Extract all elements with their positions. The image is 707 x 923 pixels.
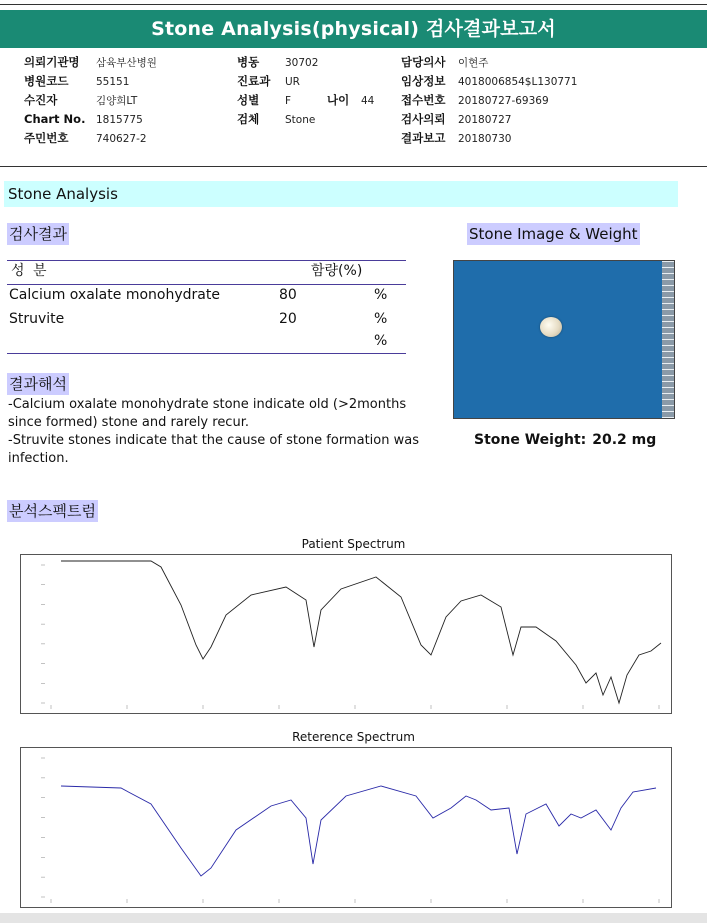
info-row bbox=[237, 110, 374, 129]
info-label: 주민번호 bbox=[24, 131, 69, 145]
info-value: F bbox=[285, 95, 292, 107]
stone-weight-label: Stone Weight: bbox=[474, 432, 587, 448]
info-label: 담당의사 bbox=[401, 55, 446, 69]
info-row bbox=[401, 53, 577, 72]
interpretation-heading: 결과해석 bbox=[9, 375, 67, 393]
info-label: 결과보고 bbox=[401, 131, 446, 145]
info-value: 55151 bbox=[96, 76, 130, 88]
info-row bbox=[24, 110, 157, 129]
info-column-2 bbox=[237, 53, 374, 129]
info-label: 진료과 bbox=[237, 74, 271, 88]
info-row bbox=[237, 53, 374, 72]
info-row bbox=[24, 91, 157, 110]
info-label: Chart No. bbox=[24, 112, 86, 126]
result-amount: 80 bbox=[279, 287, 297, 303]
column-header-amount: 함량(%) bbox=[311, 263, 363, 279]
info-label: 병동 bbox=[237, 55, 260, 69]
info-value: 김양희LT bbox=[96, 95, 138, 107]
info-row bbox=[401, 110, 577, 129]
report-title: Stone Analysis(physical) 검사결과보고서 bbox=[0, 10, 707, 48]
age-value: 44 bbox=[361, 95, 375, 107]
info-row bbox=[24, 53, 157, 72]
reference-spectrum-plot bbox=[21, 748, 671, 907]
stone-weight bbox=[474, 432, 656, 448]
info-value: 이현주 bbox=[458, 57, 489, 69]
age-label: 나이 bbox=[327, 93, 350, 107]
info-label: 성별 bbox=[237, 93, 260, 107]
spectrum-heading: 분석스펙트럼 bbox=[9, 502, 96, 520]
info-label: 접수번호 bbox=[401, 93, 446, 107]
info-row bbox=[401, 91, 577, 110]
top-border bbox=[0, 4, 707, 5]
patient-spectrum-chart bbox=[20, 554, 672, 714]
info-value: 4018006854$L130771 bbox=[458, 76, 578, 88]
info-row bbox=[24, 129, 157, 148]
ruler-scale bbox=[662, 261, 674, 418]
info-value: 삼육부산병원 bbox=[96, 57, 157, 69]
reference-spectrum-line bbox=[61, 786, 656, 876]
result-unit: % bbox=[374, 311, 388, 327]
interpretation-line: -Calcium oxalate monohydrate stone indicate old (>2months since formed) stone and rarely recur. bbox=[8, 397, 407, 430]
patient-spectrum-plot bbox=[21, 555, 671, 713]
info-value: 20180730 bbox=[458, 133, 512, 145]
header-divider bbox=[0, 166, 707, 167]
info-row bbox=[237, 91, 374, 110]
patient-spectrum-line bbox=[61, 561, 661, 703]
info-value: 30702 bbox=[285, 57, 319, 69]
result-unit: % bbox=[374, 287, 388, 303]
info-value: Stone bbox=[285, 114, 316, 126]
info-value: 740627-2 bbox=[96, 133, 147, 145]
interpretation-text bbox=[8, 396, 438, 468]
image-heading: Stone Image & Weight bbox=[469, 225, 638, 243]
result-amount: 20 bbox=[279, 311, 297, 327]
info-column-1 bbox=[24, 53, 157, 148]
info-label: 의뢰기관명 bbox=[24, 55, 80, 69]
info-value: UR bbox=[285, 76, 300, 88]
reference-spectrum-title: Reterence Spectrum bbox=[292, 730, 415, 744]
info-value: 20180727 bbox=[458, 114, 512, 126]
table-bottom-rule bbox=[7, 353, 406, 354]
results-heading: 검사결과 bbox=[9, 225, 67, 243]
info-value: 1815775 bbox=[96, 114, 143, 126]
column-header-component: 성 분 bbox=[11, 263, 49, 279]
stone-weight-value: 20.2 mg bbox=[592, 432, 657, 448]
footer-bar bbox=[0, 913, 707, 923]
result-unit: % bbox=[374, 333, 388, 349]
info-label: 검사의뢰 bbox=[401, 112, 446, 126]
info-column-3 bbox=[401, 53, 577, 148]
info-row bbox=[401, 129, 577, 148]
info-label: 수진자 bbox=[24, 93, 58, 107]
result-name: Struvite bbox=[9, 311, 65, 327]
info-label: 임상정보 bbox=[401, 74, 446, 88]
info-row bbox=[401, 72, 577, 91]
info-row bbox=[237, 72, 374, 91]
patient-spectrum-title: Patient Spectrum bbox=[301, 537, 406, 551]
info-row bbox=[24, 72, 157, 91]
reference-spectrum-chart bbox=[20, 747, 672, 908]
interpretation-line: -Struvite stones indicate that the cause of stone formation was infection. bbox=[8, 433, 419, 466]
result-name: Calcium oxalate monohydrate bbox=[9, 287, 220, 303]
stone-photo bbox=[453, 260, 675, 419]
info-value: 20180727-69369 bbox=[458, 95, 549, 107]
section-title: Stone Analysis bbox=[4, 181, 678, 207]
info-label: 검체 bbox=[237, 112, 260, 126]
stone-image bbox=[540, 317, 562, 337]
info-label: 병원코드 bbox=[24, 74, 69, 88]
